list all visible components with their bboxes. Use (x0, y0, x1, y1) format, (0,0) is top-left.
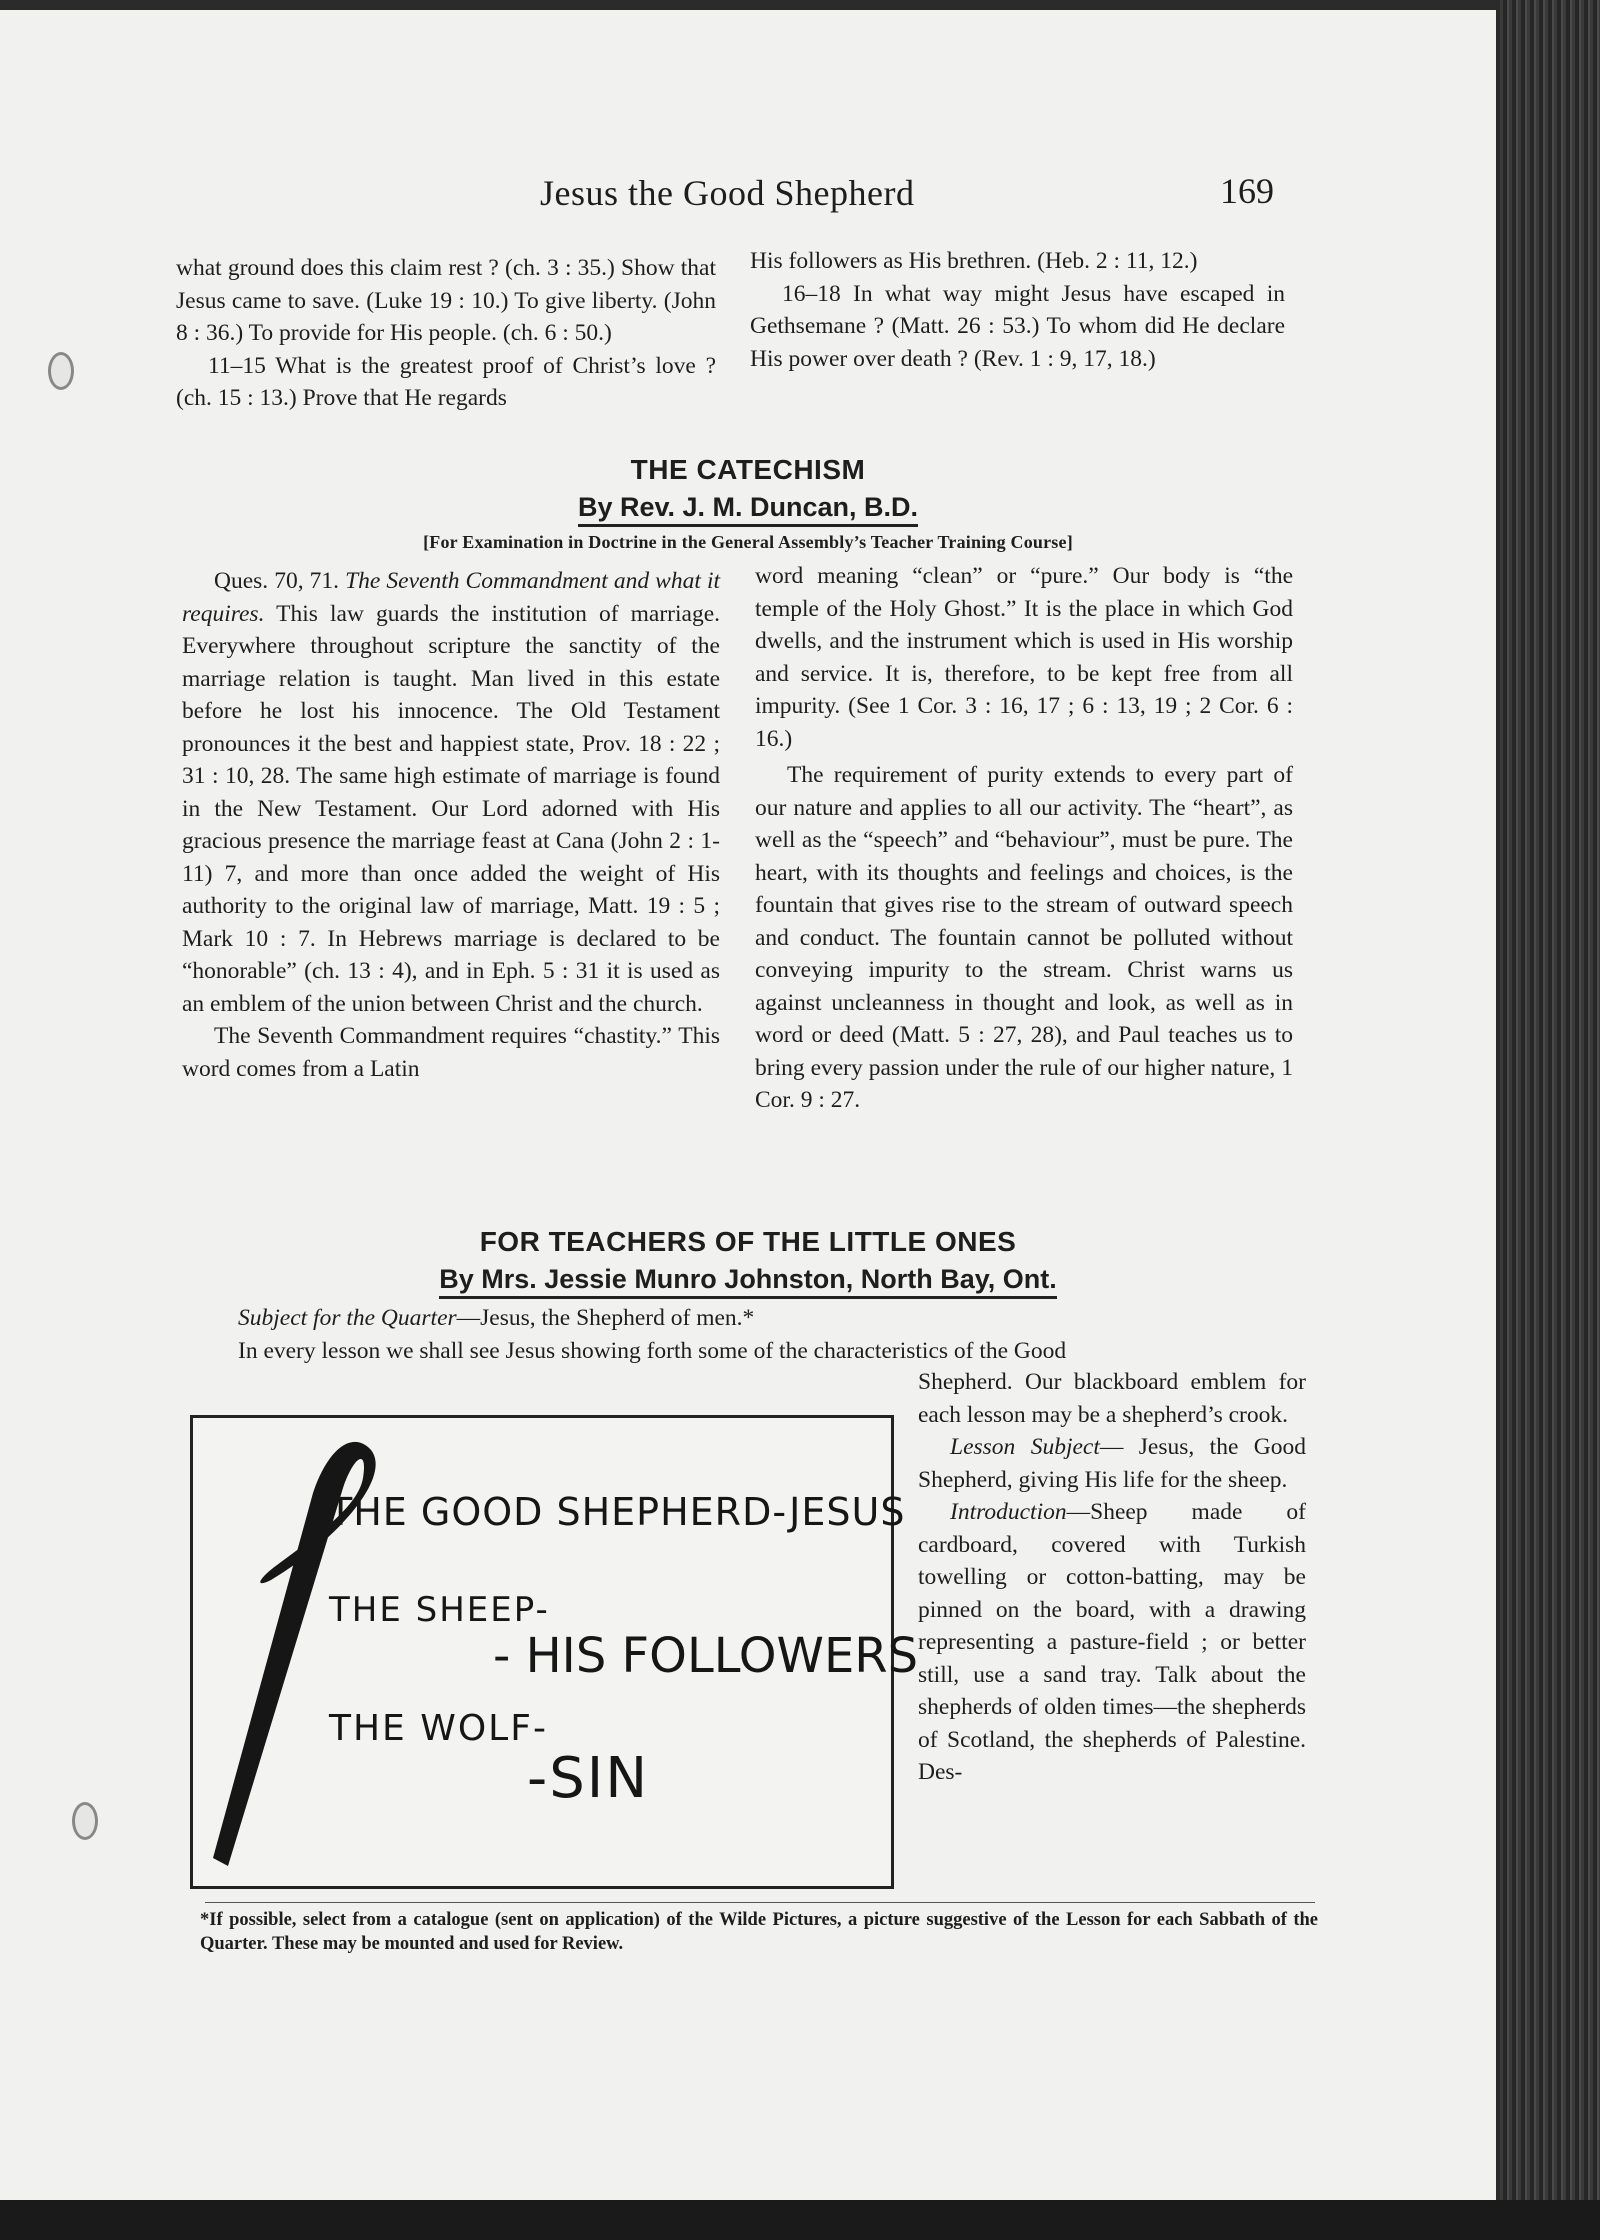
catechism-note: [For Examination in Doctrine in the General Assembly’s Teacher Training Course] (423, 532, 1073, 552)
paragraph: The requirement of purity extends to every part of our nature and applies to all our activity. The “heart”, as well as the “speech” and “behaviour”, must be pure. The heart, with its thoughts and feelings and choices, is the fountain that gives rise to the stream of outward speech and conduct. The fountain cannot be polluted without conveying impurity to the stream. Christ warns us against uncleanness in thought and look, as well as in word or deed (Matt. 5 : 27, 28), and Paul teaches us to bring every passion under the rule of our higher nature, 1 Cor. 9 : 27. (755, 762, 1293, 1113)
bottom-shadow (0, 2200, 1600, 2240)
blackboard-line: THE SHEEP- (329, 1590, 550, 1630)
paragraph-text: This law guards the institution of marriage. Everywhere throughout scripture the sanctity of the marriage relation is taught. Man lived in this estate before he lost his innocence. The Old Testament pronounces it the best and happiest state, Prov. 18 : 22 ; 31 : 10, 28. The same high estimate of marriage is found in the New Testament. Our Lord adorned with His gracious presence the marriage feast at Cana (John 2 : 1-11) 7, and more than once added the weight of His authority to the original law of marriage, Matt. 19 : 5 ; Mark 10 : 7. In Hebrews marriage is declared to be “honorable” (ch. 13 : 4), and in Eph. 5 : 31 it is used as an emblem of the union between Christ and the church. (182, 600, 721, 1017)
binding-hole (48, 352, 74, 390)
paragraph: His followers as His brethren. (Heb. 2 : 11, 12.) (750, 248, 1198, 274)
lesson-side-column (918, 1366, 1306, 1789)
catechism-heading: THE CATECHISM (630, 454, 866, 485)
little-ones-author (0, 1264, 1496, 1295)
subject-label: Subject for the Quarter (238, 1305, 457, 1331)
catechism-left-column (182, 565, 720, 1085)
top-right-column (750, 245, 1285, 375)
footnote-rule (205, 1902, 1315, 1903)
author-name: By Rev. J. M. Duncan, B.D. (578, 492, 918, 527)
introduction-text: —Sheep made of cardboard, covered with Turkish towelling or cotton-batting, may be pinned on the board, with a drawing representing a pasture-field ; or better still, use a sand tray. Talk about the shepherds of olden times—the shepherds of Scotland, the shepherds of Palestine. Des- (918, 1499, 1306, 1785)
paragraph: 16–18 In what way might Jesus have escaped in Gethsemane ? (Matt. 26 : 53.) To whom did He declare His power over death ? (Rev. 1 : 9, 17, 18.) (750, 280, 1285, 372)
subject-line (238, 1302, 1318, 1367)
blackboard-line: -SIN (527, 1746, 650, 1811)
paragraph: In every lesson we shall see Jesus showing forth some of the characteristics of the Good (238, 1337, 1067, 1364)
page-number: 169 (1220, 171, 1274, 211)
blackboard-illustration (190, 1415, 919, 1889)
footnote: *If possible, select from a catalogue (sent on application) of the Wilde Pictures, a picture suggestive of the Lesson for each Sabbath of the Quarter. These may be mounted and used for Review. (200, 1910, 1318, 1954)
paragraph: what ground does this claim rest ? (ch. 3 : 35.) Show that Jesus came to save. (Luke 19 : 10.) To give liberty. (John 8 : 36.) To provide for His people. (ch. 6 : 50.) (176, 255, 716, 346)
lesson-text: — Jesus, the Good Shepherd, giving His life for the sheep. (918, 1434, 1307, 1493)
paragraph (918, 1496, 1306, 1789)
paragraph: Shepherd. Our blackboard emblem for each lesson may be a shepherd’s crook. (918, 1369, 1306, 1428)
introduction-label: Introduction (950, 1499, 1067, 1525)
top-left-column (176, 252, 716, 415)
paragraph (182, 565, 720, 1020)
catechism-right-column (755, 560, 1293, 1117)
running-title: Jesus the Good Shepherd (540, 173, 915, 213)
blackboard-line: THE WOLF- (329, 1708, 548, 1749)
paragraph: 11–15 What is the greatest proof of Christ’s love ? (ch. 15 : 13.) Prove that He regards (176, 352, 716, 411)
lesson-label: Lesson Subject (950, 1434, 1100, 1460)
question-ref: Ques. 70, 71. (214, 568, 340, 594)
author-name: By Mrs. Jessie Munro Johnston, North Bay, Ont. (439, 1264, 1057, 1299)
paragraph: word meaning “clean” or “pure.” Our body is “the temple of the Holy Ghost.” It is the place in which God dwells, and the instrument which is used in His worship and service. It is, therefore, to be kept free from all impurity. (See 1 Cor. 3 : 16, 17 ; 6 : 13, 19 ; 2 Cor. 6 : 16.) (755, 563, 1293, 752)
little-ones-heading: FOR TEACHERS OF THE LITTLE ONES (479, 1226, 1017, 1257)
blackboard-line: - HIS FOLLOWERS (493, 1628, 919, 1684)
binding-hole (72, 1802, 98, 1840)
blackboard-line: THE GOOD SHEPHERD-JESUS (329, 1490, 906, 1534)
subject-text: —Jesus, the Shepherd of men.* (456, 1305, 755, 1331)
paragraph (918, 1431, 1306, 1496)
question-subject: The Seventh Commandment and what it requires. (182, 568, 720, 627)
catechism-author (0, 492, 1496, 523)
paragraph: The Seventh Commandment requires “chastity.” This word comes from a Latin (182, 1023, 720, 1082)
top-shadow (0, 0, 1500, 10)
book-spine (1500, 0, 1600, 2240)
paragraph (238, 1302, 1318, 1335)
